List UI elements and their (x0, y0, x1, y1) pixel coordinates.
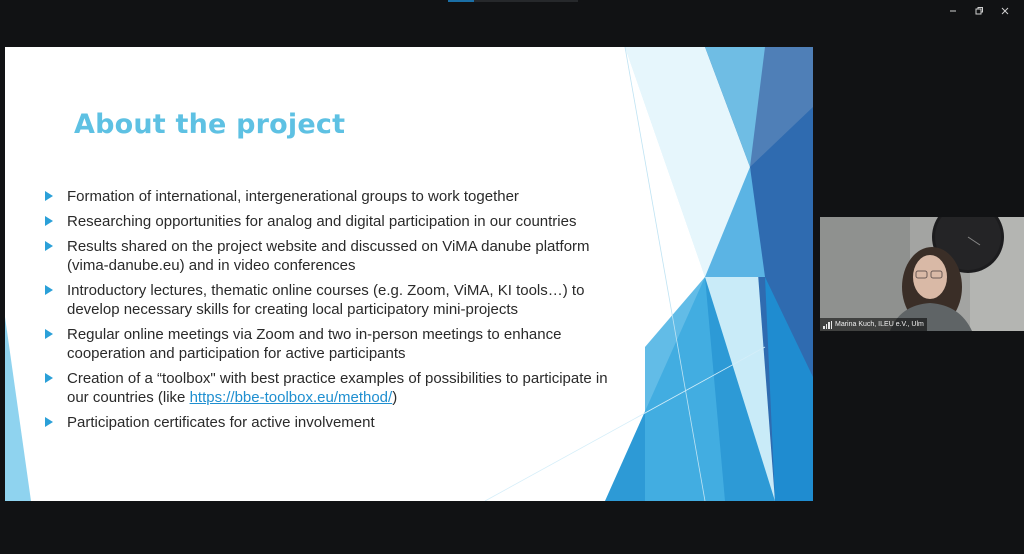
bullet-text: Regular online meetings via Zoom and two in-person meetings to enhance cooperation and participation for active participants (67, 326, 562, 362)
screen-share-tab-indicator[interactable] (448, 0, 578, 2)
bullet-text: Introductory lectures, thematic online courses (e.g. Zoom, ViMA, KI tools…) to develop necessary skills for creating local participatory mini-projects (67, 282, 585, 318)
restore-button[interactable] (966, 3, 992, 19)
bullet-item (45, 369, 625, 407)
bullet-list (45, 187, 625, 438)
bullet-item (45, 325, 625, 363)
bullet-arrow-icon (45, 329, 53, 339)
connection-signal-icon (823, 321, 832, 329)
participant-name: Marina Kuch, ILEU e.V., Ulm (835, 321, 924, 328)
participant-video-tile[interactable] (820, 217, 1024, 331)
participant-video-feed (820, 217, 1024, 331)
bullet-text: Researching opportunities for analog and digital participation in our countries (67, 213, 577, 230)
shared-presentation-slide (5, 47, 813, 501)
bullet-item (45, 212, 625, 231)
restore-icon (974, 6, 984, 16)
toolbox-link[interactable]: https://bbe-toolbox.eu/method/ (189, 389, 393, 406)
close-button[interactable] (992, 3, 1018, 19)
active-indicator (448, 0, 474, 2)
participant-name-bar (820, 318, 927, 331)
bullet-text-end: ) (392, 389, 398, 406)
bullet-arrow-icon (45, 191, 53, 201)
bullet-text: Creation of a “toolbox" with best practice examples of possibilities to participate in our countries (like (67, 370, 608, 406)
bullet-arrow-icon (45, 373, 53, 383)
window-controls (940, 3, 1018, 19)
bullet-arrow-icon (45, 241, 53, 251)
meeting-top-bar (0, 0, 1024, 22)
bullet-text: Results shared on the project website and discussed on ViMA danube platform (vima-danube.eu) and in video conferences (67, 238, 590, 274)
minimize-icon (948, 6, 958, 16)
close-icon (1000, 6, 1010, 16)
minimize-button[interactable] (940, 3, 966, 19)
bullet-item (45, 413, 625, 432)
bullet-item (45, 237, 625, 275)
bullet-text: Formation of international, intergenerational groups to work together (67, 188, 519, 205)
bullet-arrow-icon (45, 417, 53, 427)
bullet-arrow-icon (45, 285, 53, 295)
bullet-item (45, 281, 625, 319)
slide-title: About the project (74, 109, 346, 140)
bullet-arrow-icon (45, 216, 53, 226)
bullet-text: Participation certificates for active involvement (67, 414, 375, 431)
bullet-item (45, 187, 625, 206)
